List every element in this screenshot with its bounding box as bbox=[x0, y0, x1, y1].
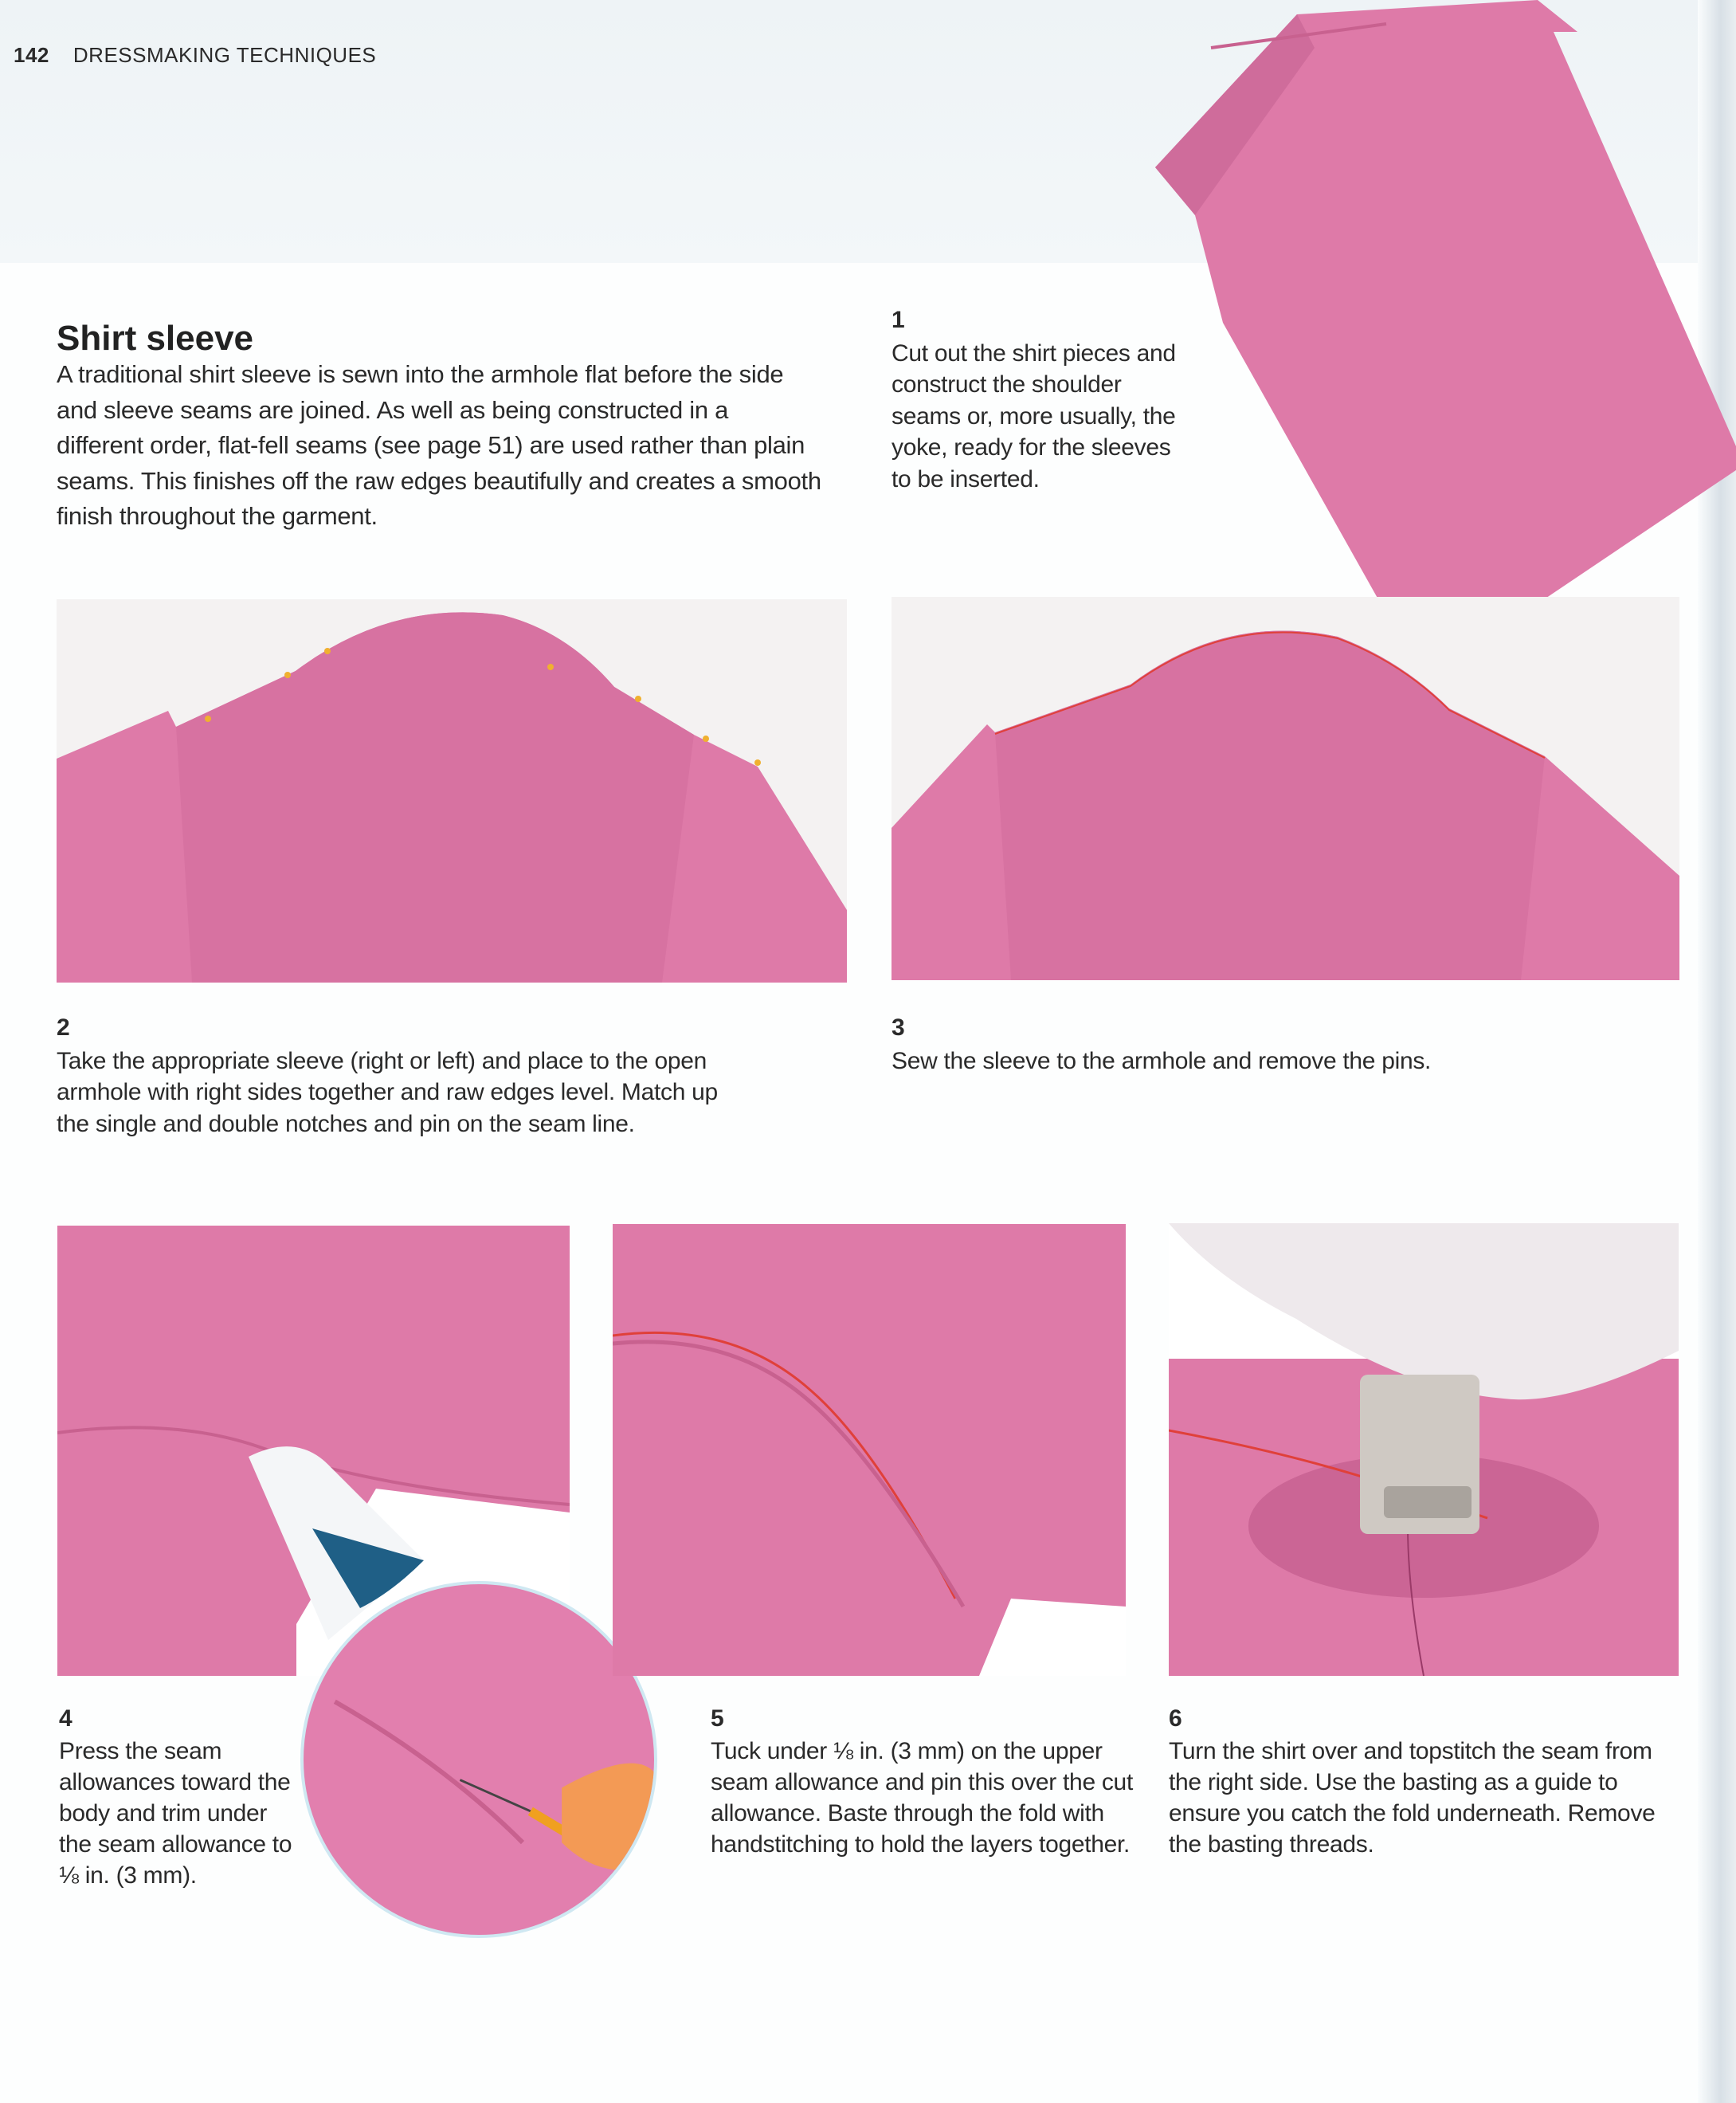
step-4 bbox=[59, 1703, 298, 1891]
step-number: 3 bbox=[892, 1014, 905, 1041]
step-text: Turn the shirt over and topstitch the seam from the right side. Use the basting as a guide to ensure you catch the fold underneath. Remove the basting threads. bbox=[1169, 1738, 1656, 1858]
step-number: 1 bbox=[892, 307, 905, 333]
photo-inset-trimming bbox=[300, 1581, 657, 1938]
photo-shirt-pieces bbox=[1147, 0, 1736, 677]
step-1 bbox=[892, 304, 1194, 495]
step-number: 5 bbox=[711, 1705, 724, 1732]
step-3 bbox=[892, 1012, 1609, 1077]
step-text: Tuck under ⅛ in. (3 mm) on the upper seam allowance and pin this over the cut allowance. Baste through the fold with handstitching to hold the layers together. bbox=[711, 1738, 1133, 1858]
step-text: Sew the sleeve to the armhole and remove the pins. bbox=[892, 1047, 1432, 1074]
step-5 bbox=[711, 1703, 1141, 1860]
step-number: 4 bbox=[59, 1705, 72, 1732]
running-header bbox=[14, 43, 376, 68]
photo-step-6 bbox=[1169, 1223, 1679, 1676]
step-text: Take the appropriate sleeve (right or left) and place to the open armhole with right sides together and raw edges level. Match up the single and double notches and pin on the seam line. bbox=[57, 1047, 718, 1137]
section-title: DRESSMAKING TECHNIQUES bbox=[72, 43, 377, 67]
step-number: 6 bbox=[1169, 1705, 1182, 1732]
photo-step-2 bbox=[57, 599, 847, 983]
photo-step-5 bbox=[613, 1224, 1126, 1676]
step-6 bbox=[1169, 1703, 1679, 1860]
step-text: Press the seam allowances toward the body and trim under the seam allowance to ⅛ in. (3 mm). bbox=[59, 1738, 292, 1889]
step-number: 2 bbox=[57, 1014, 70, 1041]
photo-step-3 bbox=[892, 597, 1679, 980]
page-number: 142 bbox=[14, 43, 49, 67]
step-text: Cut out the shirt pieces and construct the shoulder seams or, more usually, the yoke, ready for the sleeves to be inserted. bbox=[892, 339, 1176, 492]
intro-paragraph: A traditional shirt sleeve is sewn into the armhole flat before the side and sleeve seams are joined. As well as being constructed in a different order, flat-fell seams (see page 51) are used rather than plain seams. This finishes off the raw edges beautifully and creates a smooth finish throughout the garment. bbox=[57, 360, 821, 530]
page-title: Shirt sleeve bbox=[57, 319, 254, 358]
step-2 bbox=[57, 1012, 734, 1140]
